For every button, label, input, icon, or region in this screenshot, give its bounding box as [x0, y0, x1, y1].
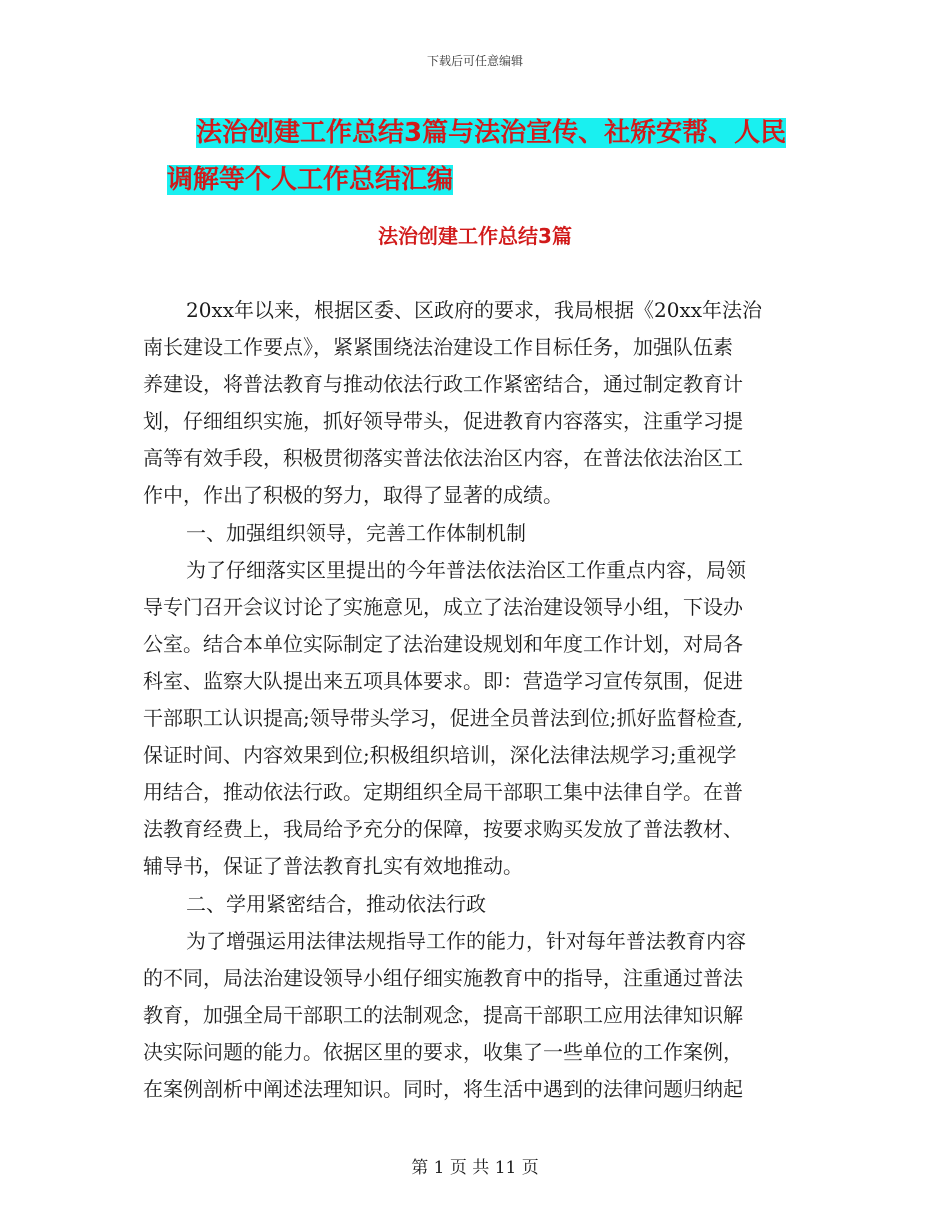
body-line: 导专门召开会议讨论了实施意见，成立了法治建设领导小组，下设办	[143, 594, 743, 619]
body-line: 一、加强组织领导，完善工作体制机制	[186, 520, 526, 545]
body-line: 南长建设工作要点》，紧紧围绕法治建设工作目标任务，加强队伍素	[143, 335, 733, 360]
body-line: 二、学用紧密结合，推动依法行政	[186, 891, 486, 916]
body-line: 作中，作出了积极的努力，取得了显著的成绩。	[143, 483, 563, 508]
body-line: 法教育经费上，我局给予充分的保障，按要求购买发放了普法教材、	[143, 817, 743, 842]
body-text	[143, 292, 808, 1108]
body-line: 教育，加强全局干部职工的法制观念，提高干部职工应用法律知识解	[143, 1002, 743, 1027]
body-line: 用结合，推动依法行政。定期组织全局干部职工集中法律自学。在普	[143, 780, 743, 805]
body-line: 决实际问题的能力。依据区里的要求，收集了一些单位的工作案例，	[143, 1039, 743, 1064]
document-title	[167, 110, 816, 204]
body-line: 的不同，局法治建设领导小组仔细实施教育中的指导，注重通过普法	[143, 965, 743, 990]
body-line: 为了增强运用法律法规指导工作的能力，针对每年普法教育内容	[186, 928, 746, 953]
body-line: 划，仔细组织实施，抓好领导带头，促进教育内容落实，注重学习提	[143, 409, 743, 434]
body-line: 为了仔细落实区里提出的今年普法依法治区工作重点内容，局领	[186, 557, 746, 582]
body-line: 科室、监察大队提出来五项具体要求。即：营造学习宣传氛围，促进	[143, 668, 743, 693]
title-line-2: 调解等个人工作总结汇编	[167, 165, 454, 195]
section-title: 法治创建工作总结3篇	[378, 224, 572, 248]
header-note: 下载后可任意编辑	[426, 54, 523, 68]
body-line: 保证时间、内容效果到位;积极组织培训，深化法律法规学习;重视学	[143, 743, 737, 768]
body-line: 公室。结合本单位实际制定了法治建设规划和年度工作计划，对局各	[143, 631, 743, 656]
body-line: 辅导书，保证了普法教育扎实有效地推动。	[143, 854, 523, 879]
body-line: 在案例剖析中阐述法理知识。同时，将生活中遇到的法律问题归纳起	[143, 1076, 743, 1101]
body-line: 养建设，将普法教育与推动依法行政工作紧密结合，通过制定教育计	[143, 372, 743, 397]
page-footer: 第 1 页 共 11 页	[411, 1158, 539, 1178]
body-line: 高等有效手段，积极贯彻落实普法依法治区内容，在普法依法治区工	[143, 446, 743, 471]
body-line: 干部职工认识提高;领导带头学习，促进全员普法到位;抓好监督检查,	[143, 706, 743, 731]
body-line: 20xx年以来，根据区委、区政府的要求，我局根据《20xx年法治	[186, 298, 763, 322]
title-line-1: 法治创建工作总结3篇与法治宣传、社矫安帮、人民	[196, 118, 787, 148]
